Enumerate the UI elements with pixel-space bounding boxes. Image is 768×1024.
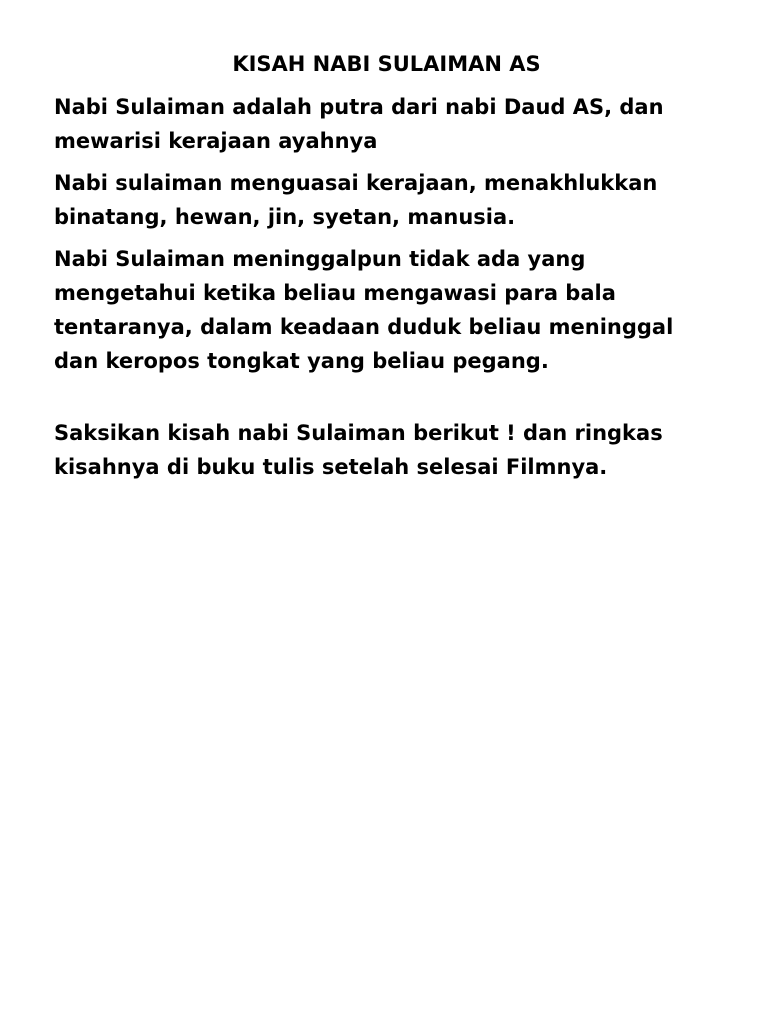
paragraph-death: Nabi Sulaiman meninggalpun tidak ada yang mengetahui ketika beliau mengawasi para bala tentaranya, dalam keadaan duduk beliau meninggal dan keropos tongkat yang beliau pegang. [54, 247, 674, 373]
paragraph-instruction: Saksikan kisah nabi Sulaiman berikut ! dan ringkas kisahnya di buku tulis setelah selesai Filmnya. [54, 421, 663, 479]
paragraph-intro: Nabi Sulaiman adalah putra dari nabi Daud AS, dan mewarisi kerajaan ayahnya [54, 95, 664, 153]
paragraph-kingdom: Nabi sulaiman menguasai kerajaan, menakhlukkan binatang, hewan, jin, syetan, manusia. [54, 171, 658, 229]
document-body [54, 48, 719, 492]
page-title: KISAH NABI SULAIMAN AS [232, 52, 541, 76]
